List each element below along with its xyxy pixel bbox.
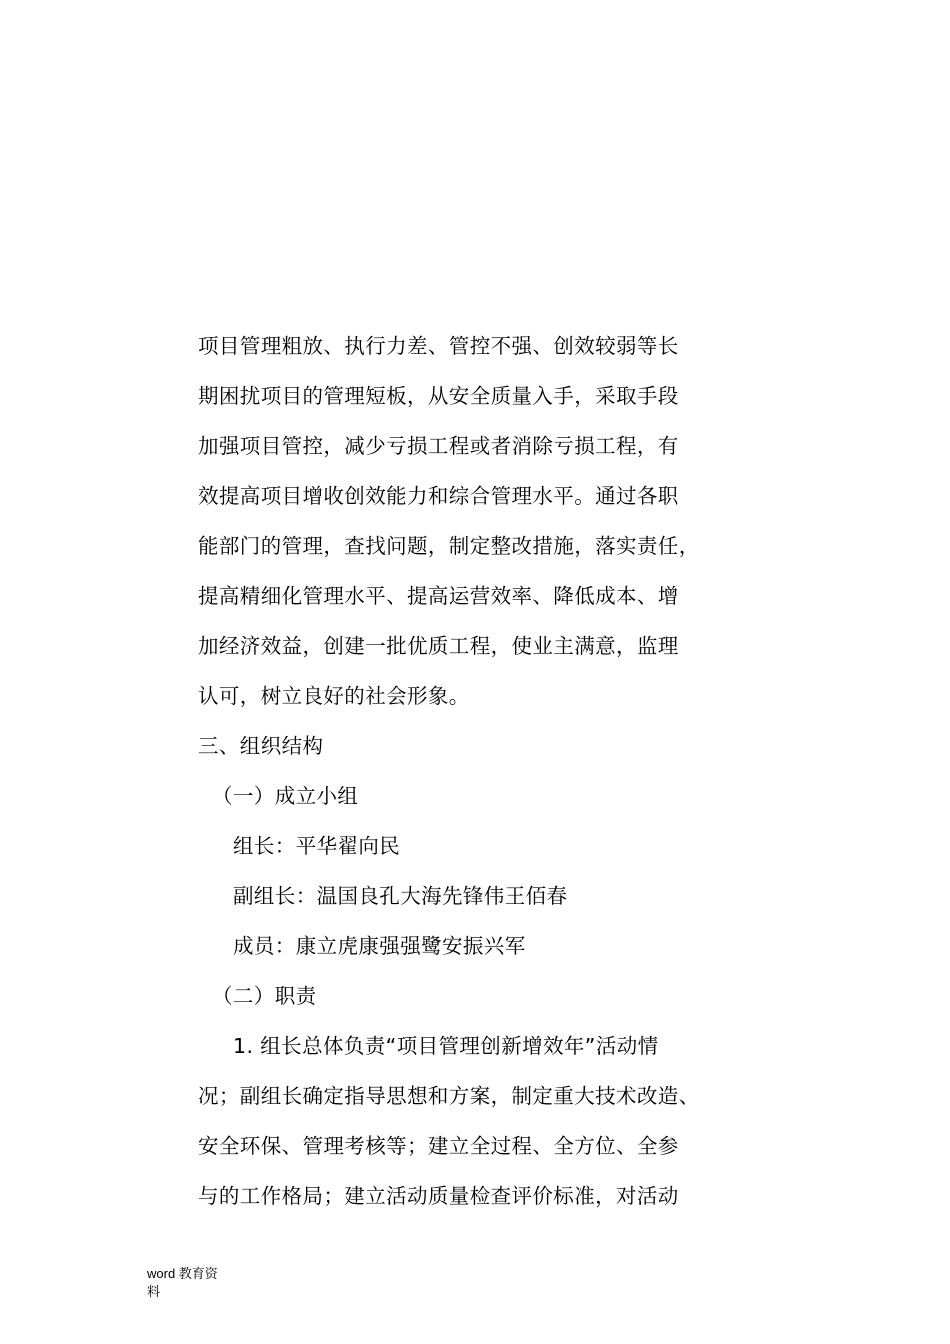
duty-line: 1. 组长总体负责“项目管理创新增效年”活动情 xyxy=(233,1034,659,1058)
paragraph-line: 加强项目管控，减少亏损工程或者消除亏损工程，有 xyxy=(198,434,679,458)
team-leader: 组长：平华翟向民 xyxy=(233,834,401,858)
subsection-heading-duties: （二）职责 xyxy=(212,984,317,1008)
team-members: 成员：康立虎康强强鹭安振兴军 xyxy=(233,934,526,958)
paragraph-line: 认可，树立良好的社会形象。 xyxy=(198,684,470,708)
footer-line: word 教育资 xyxy=(147,1266,218,1281)
paragraph-line: 提高精细化管理水平、提高运营效率、降低成本、增 xyxy=(198,584,679,608)
paragraph-line: 效提高项目增收创效能力和综合管理水平。通过各职 xyxy=(198,484,679,508)
paragraph-line: 能部门的管理，查找问题，制定整改措施，落实责任， xyxy=(198,534,700,558)
paragraph-line: 项目管理粗放、执行力差、管控不强、创效较弱等长 xyxy=(198,334,679,358)
footer-line: 料 xyxy=(147,1284,161,1299)
duty-line: 安全环保、管理考核等；建立全过程、全方位、全参 xyxy=(198,1134,679,1158)
duty-line: 与的工作格局；建立活动质量检查评价标准，对活动 xyxy=(198,1184,679,1208)
duty-line: 况；副组长确定指导思想和方案，制定重大技术改造、 xyxy=(198,1084,700,1108)
section-heading: 三、组织结构 xyxy=(198,734,324,758)
paragraph-line: 加经济效益，创建一批优质工程，使业主满意，监理 xyxy=(198,634,679,658)
subsection-heading-team: （一）成立小组 xyxy=(212,784,359,808)
team-deputy-leader: 副组长：温国良孔大海先锋伟王佰春 xyxy=(233,884,568,908)
paragraph-line: 期困扰项目的管理短板，从安全质量入手，采取手段 xyxy=(198,384,679,408)
page-footer xyxy=(147,1265,218,1301)
